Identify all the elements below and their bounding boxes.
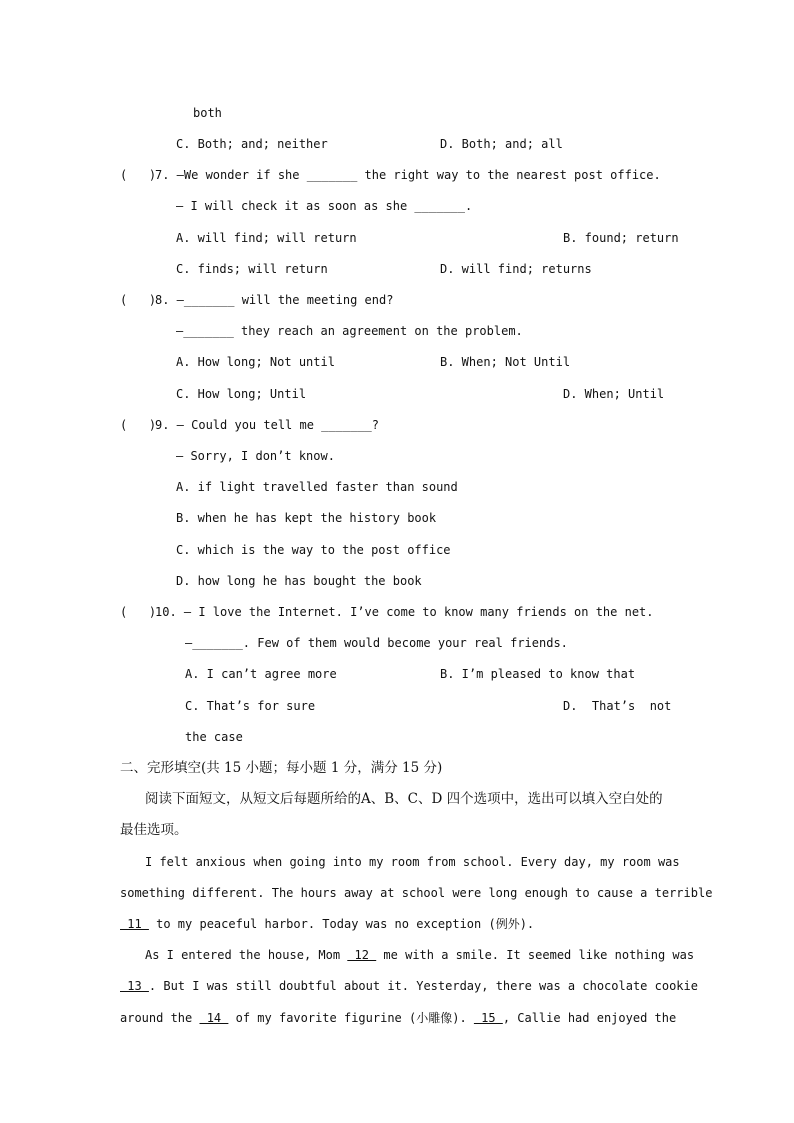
passage-p1-line3 [120, 916, 534, 932]
passage-text: around the [120, 1011, 200, 1025]
q8-option-c: C. How long; Until [176, 387, 307, 401]
passage-p1-line1: I felt anxious when going into my room from school. Every day, my room was [145, 855, 680, 869]
section-instruction-line2: 最佳选项。 [120, 822, 188, 838]
passage-p2-line1 [145, 947, 694, 963]
blank-14: 14 [199, 1011, 229, 1025]
q9-reply: — Sorry, I don’t know. [176, 449, 335, 463]
blank-12: 12 [347, 948, 377, 962]
q9-option-a: A. if light travelled faster than sound [176, 480, 458, 494]
q10-option-d-tail: the case [185, 730, 243, 744]
q7-option-d: D. will find; returns [440, 262, 592, 276]
passage-text: of my favorite figurine (小雕像). [228, 1011, 474, 1025]
passage-text: me with a smile. It seemed like nothing was [376, 948, 695, 962]
q8-option-b: B. When; Not Until [440, 355, 571, 369]
q7-answer-paren: ( ) [120, 168, 157, 182]
q8-option-a: A. How long; Not until [176, 355, 335, 369]
q9-option-d: D. how long he has bought the book [176, 574, 422, 588]
q10-option-b: B. I’m pleased to know that [440, 667, 636, 681]
blank-15: 15 [473, 1011, 503, 1025]
q9-answer-paren: ( ) [120, 418, 157, 432]
q10-reply: —_______. Few of them would become your real friends. [185, 636, 568, 650]
q9-option-c: C. which is the way to the post office [176, 543, 451, 557]
q7-stem: 7. —We wonder if she _______ the right way to the nearest post office. [155, 168, 661, 182]
passage-p2-line3 [120, 1010, 676, 1026]
q8-stem: 8. —_______ will the meeting end? [155, 293, 394, 307]
passage-text: to my peaceful harbor. Today was no exception (例外). [148, 917, 535, 931]
section-instruction-line1: 阅读下面短文，从短文后每题所给的A、B、C、D 四个选项中，选出可以填入空白处的 [145, 791, 663, 807]
section-heading: 二、完形填空(共 15 小题；每小题 1 分，满分 15 分) [120, 760, 443, 776]
q8-answer-paren: ( ) [120, 293, 157, 307]
q7-option-b: B. found; return [563, 231, 679, 245]
blank-13: 13 [120, 979, 149, 993]
passage-text: As I entered the house, Mom [145, 948, 348, 962]
q7-option-c: C. finds; will return [176, 262, 328, 276]
q7-reply: — I will check it as soon as she _______. [176, 199, 473, 213]
q8-reply: —_______ they reach an agreement on the problem. [176, 324, 523, 338]
q10-answer-paren: ( ) [120, 605, 157, 619]
q10-option-d: D. That’s not [563, 699, 672, 713]
q9-option-b: B. when he has kept the history book [176, 511, 437, 525]
q8-option-d: D. When; Until [563, 387, 665, 401]
q10-stem: 10. — I love the Internet. I’ve come to know many friends on the net. [155, 605, 654, 619]
q9-stem: 9. — Could you tell me _______? [155, 418, 379, 432]
q6-option-d: D. Both; and; all [440, 137, 563, 151]
passage-p1-line2: something different. The hours away at school were long enough to cause a terrible [120, 886, 713, 900]
q6-option-c: C. Both; and; neither [176, 137, 328, 151]
passage-text: , Callie had enjoyed the [502, 1011, 677, 1025]
q10-option-c: C. That’s for sure [185, 699, 316, 713]
q10-option-a: A. I can’t agree more [185, 667, 337, 681]
blank-11: 11 [120, 917, 149, 931]
passage-p2-line2 [120, 978, 698, 994]
q7-option-a: A. will find; will return [176, 231, 357, 245]
passage-text: . But I was still doubtful about it. Yesterday, there was a chocolate cookie [148, 979, 698, 993]
q6-option-b-tail: both [193, 106, 222, 120]
